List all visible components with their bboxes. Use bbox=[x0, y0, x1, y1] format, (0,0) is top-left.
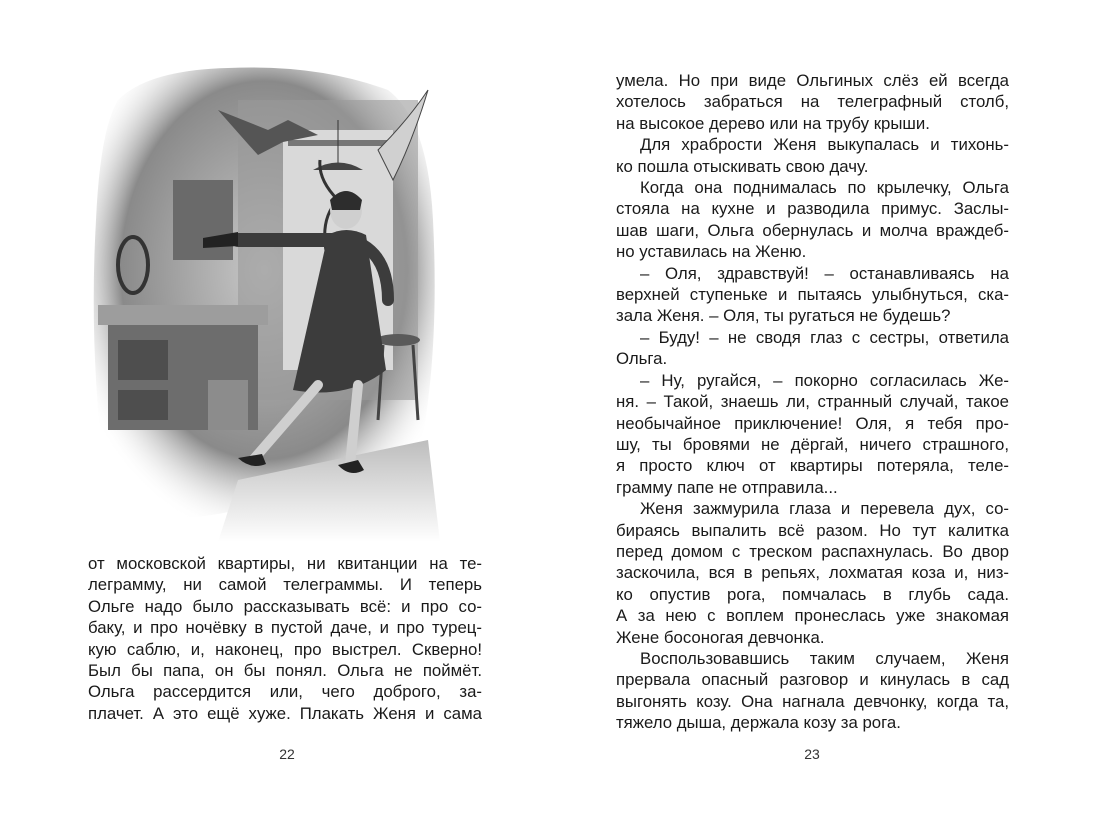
text-line: ня. – Такой, знаешь ли, странный случай, такое bbox=[616, 392, 1009, 412]
text-line: Ольга. bbox=[616, 349, 668, 369]
text-line: на высокое дерево или на трубу крыши. bbox=[616, 113, 930, 133]
text-line: – Ну, ругайся, – покорно согласилась Же- bbox=[640, 370, 1009, 390]
text-line: ко опустив рога, помчалась в глубь сада. bbox=[616, 584, 1009, 604]
text-line: плачет. А это ещё хуже. Плакать Женя и сама bbox=[88, 703, 482, 723]
text-line: А за нею с воплем пронеслась уже знакомая bbox=[616, 606, 1009, 626]
text-line: шав шаги, Ольга обернулась и молча враждеб- bbox=[616, 220, 1009, 240]
text-line: Воспользовавшись таким случаем, Женя bbox=[640, 648, 1009, 668]
text-line: Ольге надо было рассказывать всё: и про со- bbox=[88, 596, 482, 616]
text-line: тяжело дыша, держала козу за рога. bbox=[616, 713, 901, 733]
text-line: Был бы папа, он бы понял. Ольга не поймёт. bbox=[88, 661, 482, 681]
text-line: шу, ты бровями не дёргай, ничего страшного, bbox=[616, 434, 1009, 454]
text-line: я просто ключ от квартиры потеряла, теле- bbox=[616, 456, 1009, 476]
text-line: грамму папе не отправила... bbox=[616, 477, 838, 497]
text-line: Для храбрости Женя выкупалась и тихонь- bbox=[640, 135, 1009, 155]
text-line: перед домом с треском распахнулась. Во двор bbox=[616, 541, 1009, 561]
page-number: 22 bbox=[279, 746, 295, 762]
text-line: – Буду! – не сводя глаз с сестры, ответила bbox=[640, 327, 1009, 347]
text-line: леграмму, ни самой телеграммы. И теперь bbox=[88, 575, 482, 595]
text-line: стояла на кухне и разводила примус. Заслы- bbox=[616, 199, 1009, 219]
text-line: выгонять козу. Она нагнала девчонку, когда та, bbox=[616, 691, 1009, 711]
text-line: заскочила, вся в репьях, лохматая коза и, низ- bbox=[616, 563, 1009, 583]
text-line: Когда она поднималась по крылечку, Ольга bbox=[640, 178, 1009, 198]
text-line: бираясь выпалить всё разом. Но тут калитка bbox=[616, 520, 1009, 540]
text-line: кую саблю, и, наконец, про выстрел. Скверно! bbox=[88, 639, 482, 659]
text-line: Жене босоногая девчонка. bbox=[616, 627, 825, 647]
illustration-girl-with-sword-and-pistol bbox=[88, 60, 440, 542]
left-page-text bbox=[88, 553, 482, 724]
right-page-text bbox=[616, 70, 1009, 734]
text-line: но уставилась на Женю. bbox=[616, 242, 807, 262]
text-line: необычайное приключение! Оля, я тебя про- bbox=[616, 413, 1009, 433]
text-line: верхней ступеньке и пытаясь улыбнуться, ска- bbox=[616, 285, 1009, 305]
text-line: – Оля, здравствуй! – останавливаясь на bbox=[640, 263, 1009, 283]
text-line: хотелось забраться на телеграфный столб, bbox=[616, 92, 1009, 112]
page-number: 23 bbox=[804, 746, 820, 762]
text-line: зала Женя. – Оля, ты ругаться не будешь? bbox=[616, 306, 951, 326]
text-line: от московской квартиры, ни квитанции на те- bbox=[88, 554, 482, 573]
text-line: баку, и про ночёвку в пустой даче, и про турец- bbox=[88, 618, 482, 638]
right-page bbox=[550, 0, 1100, 825]
text-line: прервала опасный разговор и кинулась в сад bbox=[616, 670, 1009, 690]
text-line: Ольга рассердится или, чего доброго, за- bbox=[88, 682, 482, 702]
text-line: Женя зажмурила глаза и перевела дух, со- bbox=[640, 499, 1009, 519]
text-line: умела. Но при виде Ольгиных слёз ей всегда bbox=[616, 71, 1009, 90]
text-line: ко пошла отыскивать свою дачу. bbox=[616, 156, 869, 176]
